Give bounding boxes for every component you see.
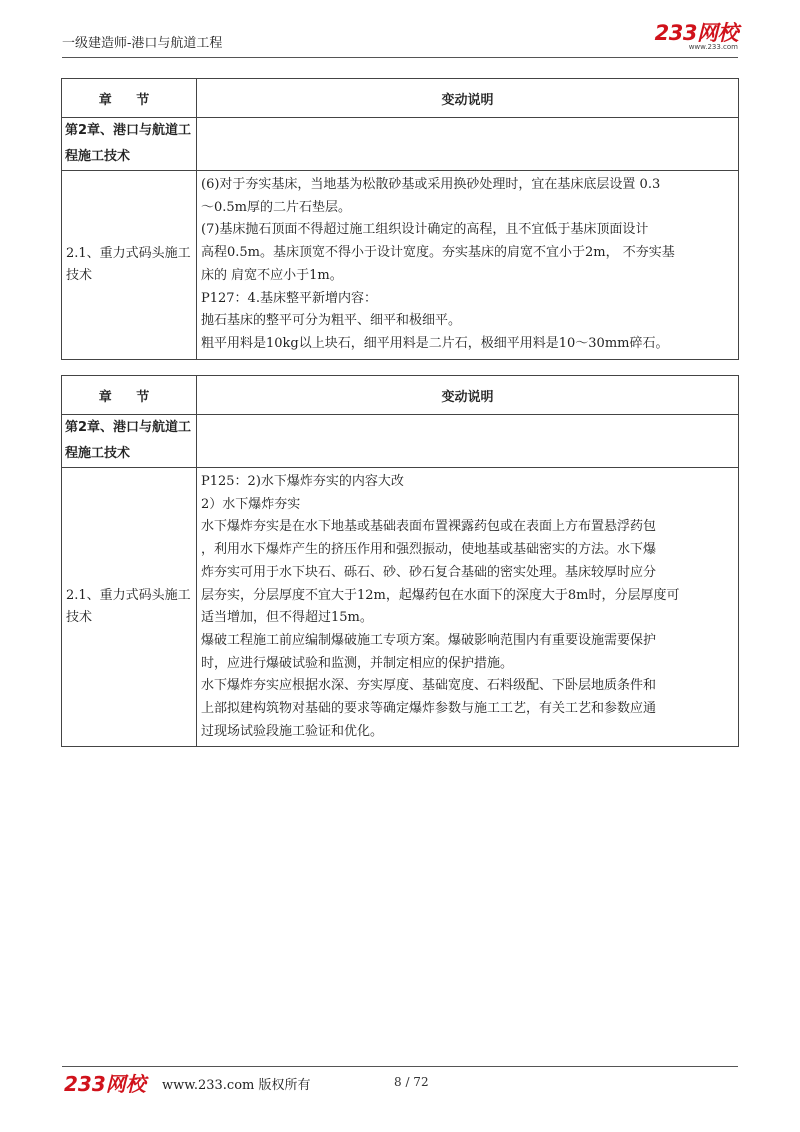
- chapter-row: [62, 118, 739, 171]
- column-header-chapter: 章 节: [62, 376, 197, 415]
- description-line: P127：4.基床整平新增内容：: [201, 290, 377, 306]
- table-row: [62, 171, 739, 360]
- brand-logo-text: 233网校: [654, 21, 738, 45]
- brand-logo-url: www.233.com: [688, 43, 738, 51]
- table-header-row: [62, 376, 739, 415]
- page-number: 8 / 72: [394, 1075, 429, 1089]
- description-line: 抛石基床的整平可分为粗平、细平和极细平。: [201, 313, 462, 329]
- chapter-cell: 第2章、港口与航道工程施工技术: [62, 415, 197, 468]
- table-row: [62, 468, 739, 747]
- description-line: 粗平用料是10kg以上块石，细平用料是二片石，极细平用料是10～30mm碎石。: [201, 335, 669, 351]
- section-cell: 2.1、重力式码头施工技术: [62, 468, 197, 747]
- chapter-cell: 第2章、港口与航道工程施工技术: [62, 118, 197, 171]
- brand-logo: [655, 22, 738, 51]
- description-line: P125：2)水下爆炸夯实的内容大改: [201, 474, 404, 489]
- empty-cell: [197, 415, 739, 468]
- footer-brand-logo: 233网校: [64, 1072, 146, 1096]
- chapter-row: [62, 415, 739, 468]
- description-line: 水下爆炸夯实是在水下地基或基础表面布置裸露药包或在表面上方布置悬浮药包: [201, 519, 657, 535]
- description-line: 上部拟建构筑物对基础的要求等确定爆炸参数与施工工艺，有关工艺和参数应通: [201, 701, 657, 717]
- description-line: (7)基床抛石顶面不得超过施工组织设计确定的高程，且不宜低于基床顶面设计: [201, 222, 649, 238]
- footer-divider: [62, 1066, 738, 1067]
- description-line: 炸夯实可用于水下块石、砾石、砂、砂石复合基础的密实处理。基床较厚时应分: [201, 564, 657, 580]
- description-line: 适当增加，但不得超过15m。: [201, 610, 373, 626]
- footer-copyright: www.233.com 版权所有: [162, 1078, 311, 1093]
- document-title: 一级建造师-港口与航道工程: [62, 36, 223, 51]
- table-header-row: [62, 79, 739, 118]
- description-line: ，利用水下爆炸产生的挤压作用和强烈振动，使地基或基础密实的方法。水下爆: [201, 542, 657, 558]
- description-line: 2）水下爆炸夯实: [201, 496, 301, 512]
- description-line: ～0.5m厚的二片石垫层。: [201, 199, 352, 215]
- empty-cell: [197, 118, 739, 171]
- description-line: 层夯实，分层厚度不宜大于12m，起爆药包在水面下的深度大于8m时，分层厚度可: [201, 587, 680, 603]
- header-divider: [62, 57, 738, 58]
- section-cell: 2.1、重力式码头施工技术: [62, 171, 197, 360]
- description-line: 爆破工程施工前应编制爆破施工专项方案。爆破影响范围内有重要设施需要保护: [201, 632, 657, 648]
- description-line: 过现场试验段施工验证和优化。: [201, 723, 384, 739]
- column-header-description: 变动说明: [197, 79, 739, 118]
- column-header-chapter: 章 节: [62, 79, 197, 118]
- description-cell: [197, 468, 739, 747]
- column-header-description: 变动说明: [197, 376, 739, 415]
- change-table-1: [61, 78, 739, 360]
- description-cell: [197, 171, 739, 360]
- description-line: 床的 肩宽不应小于1m。: [201, 267, 343, 283]
- description-line: 水下爆炸夯实应根据水深、夯实厚度、基础宽度、石料级配、下卧层地质条件和: [201, 678, 657, 694]
- description-line: 时，应进行爆破试验和监测，并制定相应的保护措施。: [201, 655, 514, 671]
- description-line: (6)对于夯实基床，当地基为松散砂基或采用换砂处理时，宜在基床底层设置 0.3: [201, 177, 661, 192]
- page-header: [62, 22, 738, 56]
- description-line: 高程0.5m。基床顶宽不得小于设计宽度。夯实基床的肩宽不宜小于2m， 不夯实基: [201, 245, 675, 261]
- change-table-2: [61, 375, 739, 747]
